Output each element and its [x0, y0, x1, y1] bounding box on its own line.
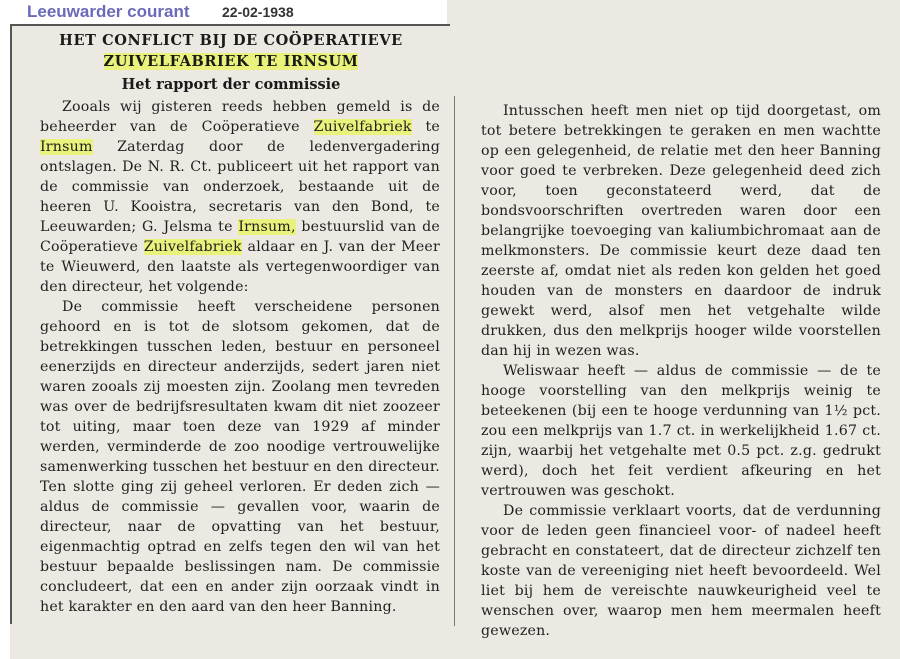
right-paragraph-2-text: Weliswaar heeft — aldus de commissie — de te hooge voorstelling van den melkprijs weinig te beteekenen (bij een te hooge verdunning van 1½ pct. zou een melkprijs van 1.7 ct. in werkelijkheid 1.67 ct. zijn, waarbij het vetgehalte met 0.5 pct. z.g. gedrukt werd), doch het feit verdient afkeuring en het vertrouwen was geschokt. [481, 363, 881, 499]
column-divider [454, 96, 455, 626]
paragraph-run: te [411, 119, 440, 135]
newspaper-title: Leeuwarder courant [27, 2, 190, 21]
paragraph-run: bestuurslid van de Coöperatieve [40, 219, 440, 255]
right-paragraph-2 [481, 361, 881, 501]
right-paragraph-3-text: De commissie verklaart voorts, dat de verdunning voor de leden geen financieel voor- of nadeel heeft gebracht en constateert, dat de directeur zichzelf ten koste van de vereeniging niet heeft bevoordeeld. Wel liet bij hem de vereischte nauwkeurigheid veel te wenschen over, waarop men hem meermalen heeft gewezen. [481, 503, 881, 639]
subheadline: Het rapport der commissie [121, 76, 341, 93]
right-paragraph-1 [481, 101, 881, 361]
headline-line-2 [40, 53, 422, 70]
paragraph-run: Zaterdag door de ledenvergadering ontslagen. De N. R. Ct. publiceert uit het rapport van de commissie van onderzoek, bestaande uit de heeren U. Kooistra, secretaris van den Bond, te Leeuwarden; G. Jelsma te [40, 139, 440, 235]
left-paragraph-2-text: De commissie heeft verscheidene personen gehoord en is tot de slotsom gekomen, dat de betrekkingen tusschen leden, bestuur en personeel eenerzijds en directeur anderzijds, sedert jaren niet waren zooals zij moesten zijn. Zoolang men tevreden was over de bedrijfsresultaten kwam dit niet zoozeer tot uiting, maar toen deze van 1929 af minder werden, verminderde de zoo noodige vertrouwelijke samenwerking tusschen het bestuur en den directeur. Ten slotte ging zij geheel verloren. Er deden zich — aldus de commissie — gevallen voor, waarin de directeur, naar de opvatting van het bestuur, eigenmachtig optrad en zelfs tegen den wil van het bestuur bepaalde beslissingen nam. De commissie concludeert, dat een en ander zijn oorzaak vindt in het karakter en den aard van den heer Banning. [40, 299, 440, 615]
paragraph-run: Zooals wij gisteren reeds hebben gemeld is de beheerder van de Coöperatieve [40, 99, 440, 135]
left-column-text [40, 97, 440, 617]
highlighted-term: Zuivelfabriek [313, 119, 412, 135]
paragraph-run: aldaar en J. van der Meer te Wieuwerd, den laatste als vertegenwoordiger van den directeur, het volgende: [40, 239, 440, 295]
right-paragraph-3 [481, 501, 881, 641]
right-column-text [481, 101, 881, 641]
highlighted-term: Irnsum, [238, 219, 296, 235]
column-top-rule [10, 24, 450, 26]
publication-date: 22-02-1938 [222, 4, 294, 20]
left-paragraph-1 [40, 97, 440, 297]
highlighted-term: Zuivelfabriek [143, 239, 242, 255]
right-paragraph-1-text: Intusschen heeft men niet op tijd doorgetast, om tot betere betrekkingen te geraken en men wachtte op een gelegenheid, de relatie met den heer Banning voor goed te verbreken. Deze gelegenheid deed zich voor, toen geconstateerd werd, dat de bondsvoorschriften overtreden waren door een belangrijke toevoeging van kaliumbichromaat aan de melkmonsters. De commissie keurt deze daad ten zeerste af, omdat niet als reden kon gelden het goed houden van de monsters en daardoor de indruk gewekt werd, alsof men het vetgehalte wilde drukken, dus den melkprijs hooger wilde voorstellen dan hij in wezen was. [481, 103, 881, 359]
column-left-rule [10, 24, 12, 624]
headline-line-1: HET CONFLICT BIJ DE COÖPERATIEVE [59, 32, 403, 49]
headline-highlight: ZUIVELFABRIEK TE IRNSUM [103, 53, 359, 70]
highlighted-term: Irnsum [40, 139, 93, 155]
left-paragraph-2 [40, 297, 440, 617]
